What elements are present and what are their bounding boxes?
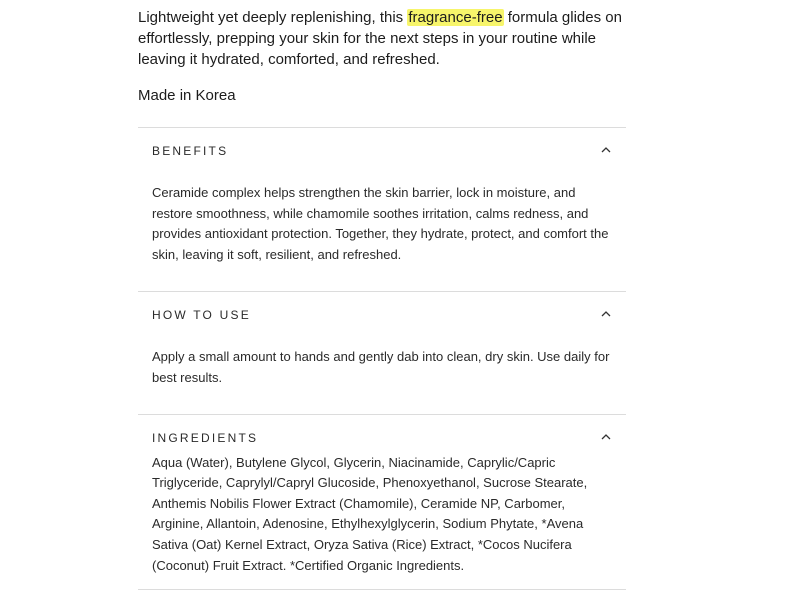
- benefits-toggle[interactable]: [138, 128, 626, 172]
- section-title: BENEFITS: [152, 144, 229, 158]
- intro-paragraph: [138, 7, 628, 70]
- section-body: Ceramide complex helps strengthen the skin barrier, lock in moisture, and restore smoothness, while chamomile soothes irritation, calms redness, and provides antioxidant protection. Together, they hydrate, protect, and comfort the skin, leaving it soft, resilient, and refreshed.: [152, 185, 609, 262]
- accordion: [138, 127, 626, 590]
- ingredients-toggle[interactable]: [138, 415, 626, 453]
- section-title: INGREDIENTS: [152, 430, 259, 445]
- chevron-up-icon: [600, 144, 612, 156]
- highlighted-term: fragrance-free: [408, 9, 503, 26]
- section-body: Apply a small amount to hands and gently dab into clean, dry skin. Use daily for best results.: [152, 349, 610, 385]
- product-intro: [138, 7, 628, 70]
- chevron-up-icon: [600, 431, 612, 443]
- how-to-use-toggle[interactable]: [138, 292, 626, 336]
- accordion-section-ingredients: [138, 414, 626, 591]
- intro-text-before: Lightweight yet deeply replenishing, this: [138, 9, 408, 26]
- chevron-up-icon: [600, 308, 612, 320]
- intro-text-after: formula glides on effortlessly, prepping your skin for the next steps in your routine while leaving it hydrated, comforted, and refreshed.: [138, 9, 622, 68]
- section-body: Aqua (Water), Butylene Glycol, Glycerin, Niacinamide, Caprylic/Capric Triglyceride, Caprylyl/Capryl Glucoside, Phenoxyethanol, Sucrose Stearate, Anthemis Nobilis Flower Extract (Chamomile), Ceramide NP, Carbomer, Arginine, Allantoin, Adenosine, Ethylhexylglycerin, Sodium Phytate, *Avena Sativa (Oat) Kernel Extract, Oryza Sativa (Rice) Extract, *Cocos Nucifera (Coconut) Fruit Extract. *Certified Organic Ingredients.: [152, 454, 588, 573]
- accordion-section-benefits: [138, 127, 626, 291]
- origin-label: Made in Korea: [138, 87, 236, 104]
- accordion-section-how-to-use: [138, 291, 626, 413]
- section-title: HOW TO USE: [152, 308, 251, 323]
